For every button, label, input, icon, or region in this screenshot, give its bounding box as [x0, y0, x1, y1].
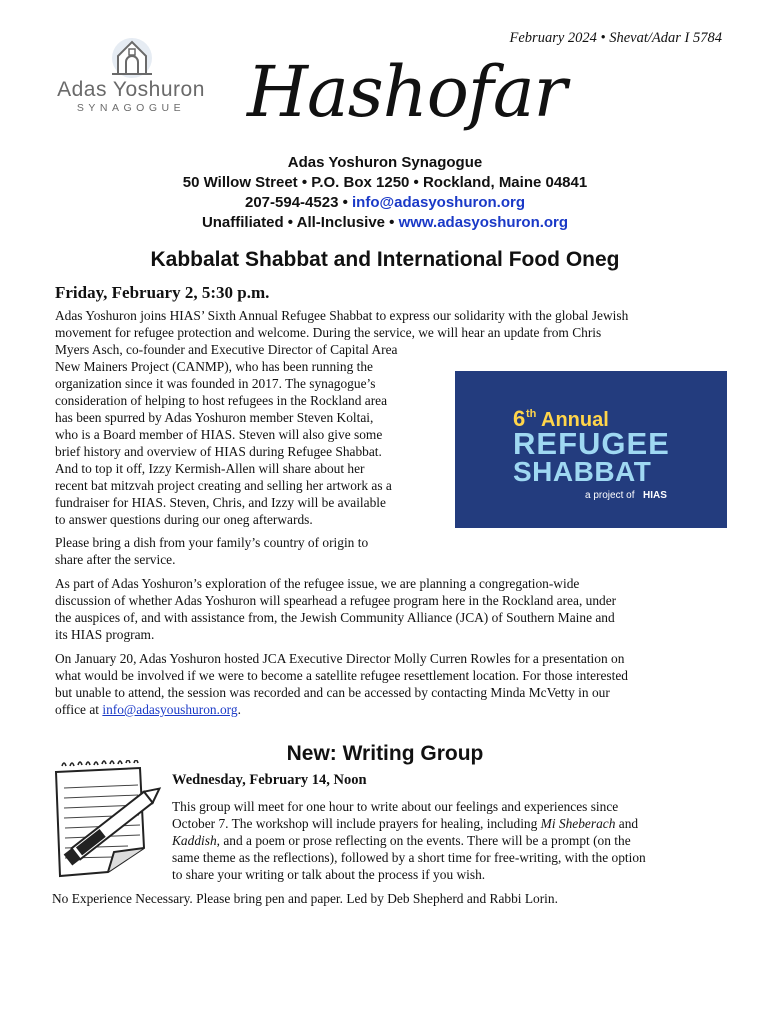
text-span: .: [237, 702, 241, 717]
text-line: New Mainers Project (CANMP), who has been running the: [55, 359, 373, 374]
text-line: On January 20, Adas Yoshuron hosted JCA Executive Director Molly Curren Rowles for a presentation on: [55, 651, 625, 666]
org-email-link[interactable]: info@adasyoshuron.org: [352, 194, 525, 211]
org-address: 50 Willow Street • P.O. Box 1250 • Rockland, Maine 04841: [182, 174, 588, 191]
text-line: fundraiser for HIAS. Steven, Chris, and Izzy will be available: [55, 495, 386, 510]
text-span: office at: [55, 702, 99, 717]
banner-shabbat: SHABBAT: [513, 456, 652, 487]
office-email-link[interactable]: info@adasyoushuron.org: [102, 702, 238, 717]
refugee-shabbat-logo: [455, 371, 727, 528]
text-line: [172, 815, 732, 832]
text-span: October 7. The workshop will include prayers for healing, including: [172, 816, 538, 831]
text-line: but unable to attend, the session was recorded and can be accessed by contacting Minda McVetty in our: [55, 685, 610, 700]
text-line: to share your writing or talk about the process if you wish.: [172, 867, 486, 882]
banner-number: 6: [513, 406, 526, 431]
refugee-shabbat-banner: [455, 371, 727, 528]
article-paragraph: [55, 650, 745, 718]
text-line: organization since it was founded in 2017. The synagogue’s: [55, 376, 376, 391]
article-date: Wednesday, February 14, Noon: [172, 772, 367, 788]
org-website-link[interactable]: www.adasyoshuron.org: [398, 214, 569, 231]
issue-date: February 2024 • Shevat/Adar I 5784: [509, 30, 722, 46]
text-line: Please bring a dish from your family’s country of origin to: [55, 535, 369, 550]
text-line: [55, 701, 745, 718]
text-line: the auspices of, and with assistance from, the Jewish Community Alliance (JCA) of Southern Maine and: [55, 610, 615, 625]
article-footer-note: No Experience Necessary. Please bring pen and paper. Led by Deb Shepherd and Rabbi Lorin.: [52, 891, 558, 906]
text-span: and: [618, 816, 639, 831]
text-line: share after the service.: [55, 552, 176, 567]
text-line: to answer questions during our oneg afterwards.: [55, 512, 313, 527]
banner-refugee: REFUGEE: [513, 426, 670, 461]
banner-hias: HIAS: [643, 490, 667, 501]
synagogue-logo: [56, 34, 206, 114]
text-line: who is a Board member of HIAS. Steven will also give some: [55, 427, 383, 442]
text-line: brief history and overview of HIAS during Refugee Shabbat.: [55, 444, 382, 459]
text-span: Mi Sheberach: [540, 816, 616, 831]
org-affiliation: Unaffiliated • All-Inclusive •: [201, 214, 395, 231]
banner-annual: Annual: [541, 409, 609, 431]
text-line: its HIAS program.: [55, 627, 155, 642]
text-line: [172, 832, 732, 849]
banner-project-of: a project of: [585, 490, 635, 501]
text-line: what would be involved if we were to become a satellite refugee resettlement location. For those interested: [55, 668, 628, 683]
text-span: , and a poem or prose reflecting on the events. There will be a prompt (on the: [216, 833, 631, 848]
article-title: New: Writing Group: [286, 742, 484, 765]
text-line: movement for refugee protection and welcome. During the service, we will hear an update from Chris: [55, 325, 602, 340]
text-line: has been spurred by Adas Yoshuron member Steven Koltai,: [55, 410, 374, 425]
article-paragraph: [55, 575, 745, 643]
text-span: Kaddish: [172, 833, 217, 848]
newsletter-masthead: Hashofar: [247, 51, 567, 133]
org-phone: 207-594-4523 •: [245, 194, 348, 211]
logo-subtitle: SYNAGOGUE: [76, 102, 186, 114]
text-line: same theme as the reflections), followed by a short time for free-writing, with the option: [172, 850, 646, 865]
article-title: Kabbalat Shabbat and International Food Oneg: [150, 248, 620, 271]
text-line: recent bat mitzvah project creating and selling her artwork as a: [55, 478, 392, 493]
article-date: Friday, February 2, 5:30 p.m.: [55, 283, 270, 302]
org-affiliation-line: [0, 213, 770, 233]
synagogue-building-icon: [106, 34, 158, 78]
text-line: discussion of whether Adas Yoshuron will spearhead a refugee program here in the Rockland area, under: [55, 593, 617, 608]
notepad-pencil-icon: [48, 760, 166, 885]
banner-ordinal: th: [526, 408, 537, 420]
org-contact: [0, 193, 770, 213]
text-line: This group will meet for one hour to write about our feelings and experiences since: [172, 799, 619, 814]
article-paragraph: [172, 798, 732, 883]
text-line: And to top it off, Izzy Kermish-Allen will share about her: [55, 461, 365, 476]
article-paragraph: [55, 534, 435, 568]
text-line: consideration of helping to host refugees in the Rockland area: [55, 393, 388, 408]
text-line: Adas Yoshuron joins HIAS’ Sixth Annual Refugee Shabbat to express our solidarity with the global Jewish: [55, 308, 629, 323]
org-name: Adas Yoshuron Synagogue: [287, 154, 483, 171]
text-line: As part of Adas Yoshuron’s exploration of the refugee issue, we are planning a congregation-wide: [55, 576, 580, 591]
text-line: Myers Asch, co-founder and Executive Director of Capital Area: [55, 342, 398, 357]
logo-name: Adas Yoshuron: [57, 78, 205, 101]
